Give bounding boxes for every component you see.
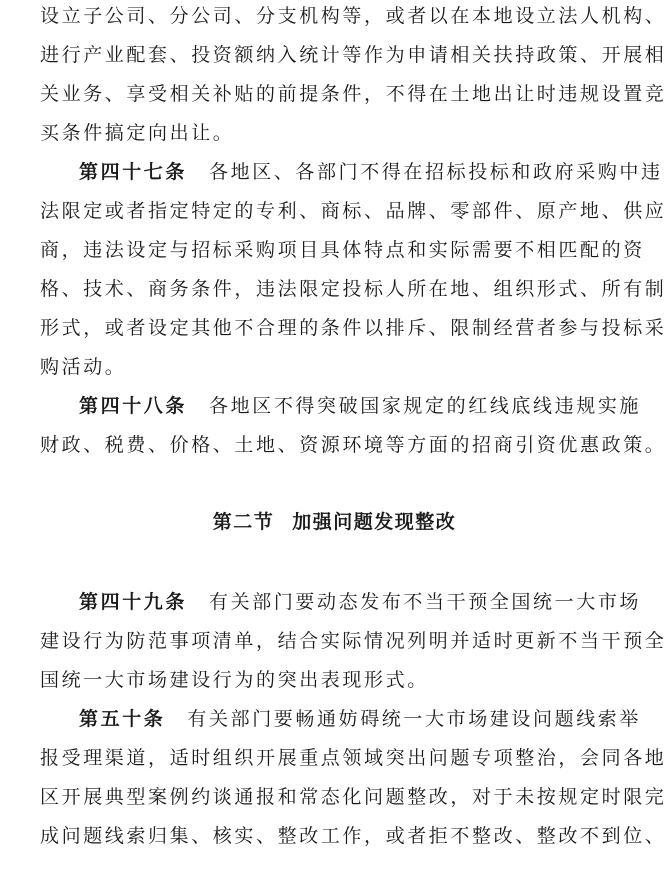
article-47-number: 第四十七条 [79,161,188,183]
article-50-first-line [79,707,640,731]
paragraph-line: 进行产业配套、投资额纳入统计等作为申请相关扶持政策、开展相 [40,44,667,66]
article-48-number: 第四十八条 [79,395,188,417]
paragraph-line: 财政、税费、价格、土地、资源环境等方面的招商引资优惠政策。 [40,434,667,456]
paragraph-line: 建设行为防范事项清单，结合实际情况列明并适时更新不当干预全 [40,630,667,652]
paragraph-line: 成问题线索归集、核实、整改工作，或者拒不整改、整改不到位、 [40,825,667,847]
article-48-text: 各地区不得突破国家规定的红线底线违规实施 [209,395,642,417]
article-47-text: 各地区、各部门不得在招标投标和政府采购中违 [209,161,663,183]
paragraph-line: 购活动。 [40,356,127,378]
paragraph-line: 法限定或者指定特定的专利、商标、品牌、零部件、原产地、供应 [40,200,667,222]
article-47-first-line [79,160,663,184]
section-heading [0,510,669,534]
paragraph-line: 关业务、享受相关补贴的前提条件，不得在土地出让时违规设置竞 [40,83,667,105]
paragraph-line: 区开展典型案例约谈通报和常态化问题整改，对于未按规定时限完 [40,786,667,808]
article-49-text: 有关部门要动态发布不当干预全国统一大市场 [209,591,642,613]
article-49-number: 第四十九条 [79,591,188,613]
paragraph-line: 格、技术、商务条件，违法限定投标人所在地、组织形式、所有制 [40,278,667,300]
article-50-number: 第五十条 [79,708,166,730]
paragraph-line: 国统一大市场建设行为的突出表现形式。 [40,669,429,691]
paragraph-line: 买条件搞定向出让。 [40,122,235,144]
section-number: 第二节 [212,511,275,533]
paragraph-line: 报受理渠道，适时组织开展重点领域突出问题专项整治，会同各地 [40,747,667,769]
article-48-first-line [79,394,640,418]
paragraph-line: 商，违法设定与招标采购项目具体特点和实际需要不相匹配的资 [40,239,645,261]
section-title: 加强问题发现整改 [292,511,457,533]
article-50-text: 有关部门要畅通妨碍统一大市场建设问题线索举 [187,708,642,730]
paragraph-line: 设立子公司、分公司、分支机构等，或者以在本地设立法人机构、 [40,5,667,27]
article-49-first-line [79,590,640,614]
paragraph-line: 形式，或者设定其他不合理的条件以排斥、限制经营者参与投标采 [40,317,667,339]
